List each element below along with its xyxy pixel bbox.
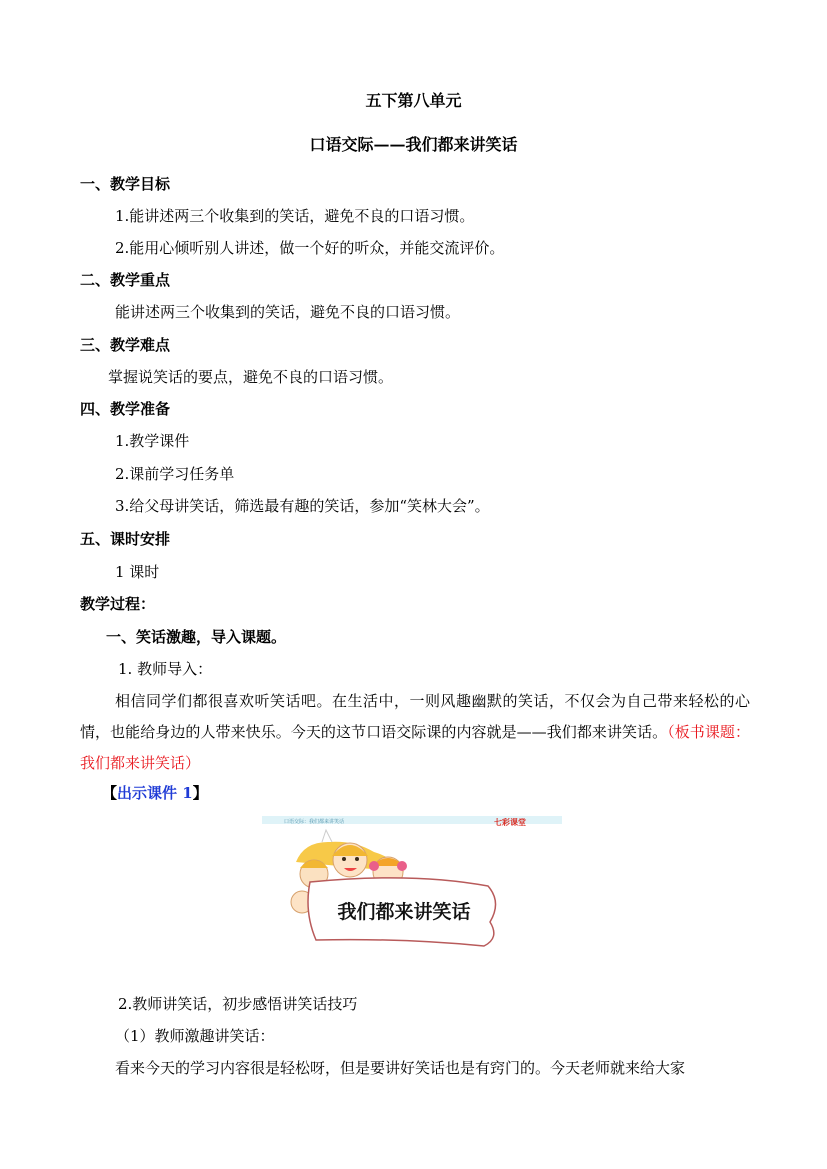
section-heading-key-points: 二、教学重点 bbox=[80, 271, 171, 289]
slide-illustration bbox=[262, 812, 564, 972]
slide-top-bar-text: 口语交际：我们都来讲笑话 bbox=[284, 819, 345, 825]
step1-label: 1. 教师导入： bbox=[118, 660, 213, 678]
step2-label: 2.教师讲笑话，初步感悟讲笑话技巧 bbox=[118, 995, 358, 1013]
section-heading-goals: 一、教学目标 bbox=[80, 175, 171, 193]
page-title: 五下第八单元 bbox=[365, 91, 462, 110]
section-heading-preparation: 四、教学准备 bbox=[80, 400, 171, 418]
preparation-item: 3.给父母讲笑话，筛选最有趣的笑话，参加“笑林大会”。 bbox=[115, 497, 490, 515]
step2-1-label: （1）教师激趣讲笑话： bbox=[115, 1027, 275, 1045]
goal-item: 1.能讲述两三个收集到的笑话，避免不良的口语习惯。 bbox=[115, 207, 475, 225]
section-heading-schedule: 五、课时安排 bbox=[80, 530, 171, 548]
section-heading-difficulties: 三、教学难点 bbox=[80, 336, 171, 354]
last-paragraph: 看来今天的学习内容很是轻松呀，但是要讲好笑话也是有窍门的。今天老师就来给大家 bbox=[115, 1059, 686, 1077]
slide-thumbnail bbox=[262, 812, 564, 972]
board-note: （板书课题：我们都来讲笑话） bbox=[80, 723, 750, 772]
goal-item: 2.能用心倾听别人讲述，做一个好的听众，并能交流评价。 bbox=[115, 239, 505, 257]
schedule-text: 1 课时 bbox=[115, 563, 160, 581]
difficulties-text: 掌握说笑话的要点，避免不良的口语习惯。 bbox=[108, 368, 394, 386]
slide-banner-text: 我们都来讲笑话 bbox=[337, 901, 471, 923]
page-subtitle: 口语交际——我们都来讲笑话 bbox=[309, 135, 518, 154]
show-slide-label: 【出示课件 1】 bbox=[102, 784, 208, 802]
part1-heading: 一、笑话激趣，导入课题。 bbox=[106, 628, 287, 646]
intro-paragraph bbox=[80, 686, 750, 779]
preparation-item: 2.课前学习任务单 bbox=[115, 465, 235, 483]
slide-ref: 出示课件 1 bbox=[117, 784, 193, 802]
key-points-text: 能讲述两三个收集到的笑话，避免不良的口语习惯。 bbox=[115, 303, 461, 321]
slide-logo: 七彩课堂 bbox=[494, 818, 526, 827]
process-heading: 教学过程： bbox=[80, 595, 156, 613]
preparation-item: 1.教学课件 bbox=[115, 432, 190, 450]
intro-text: 相信同学们都很喜欢听笑话吧。在生活中，一则风趣幽默的笑话，不仅会为自己带来轻松的心情，也能给身边的人带来快乐。今天的这节口语交际课的内容就是——我们都来讲笑话。 bbox=[80, 692, 750, 741]
